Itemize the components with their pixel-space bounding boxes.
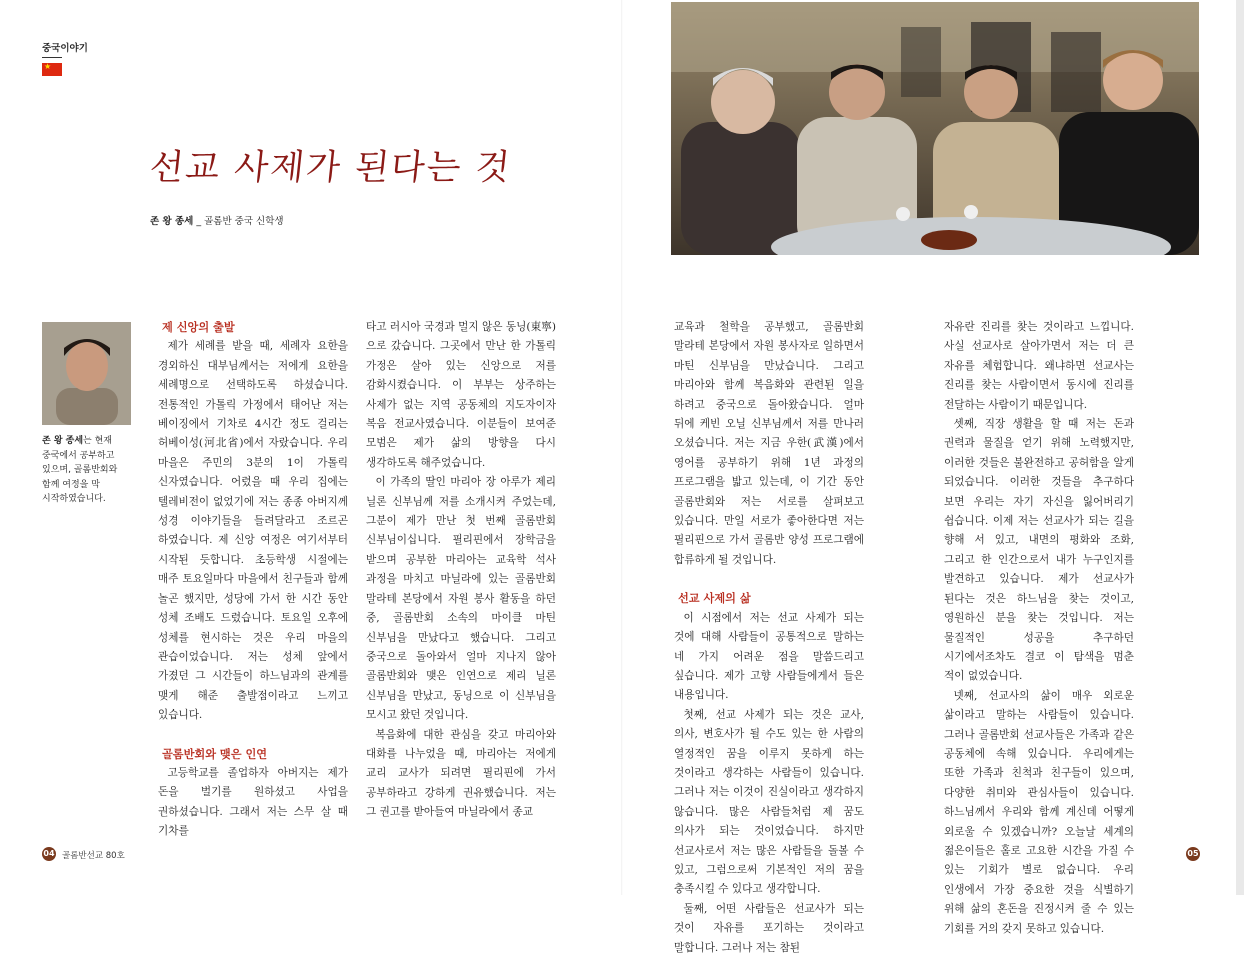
column-3: [674, 318, 864, 958]
body-paragraph: 넷째, 선교사의 삶이 매우 외로운 삶이라고 말하는 사람들이 있습니다. 그러나 골롬반회 선교사들은 가족과 같은 공동체에 속해 있습니다. 우리에게는 또한 가족과 친척과 친구들이 있으며, 다양한 취미와 관심사들이 있습니다. 하느님께서 우리와 함께 계신데 어떻게 외로울 수 있겠습니까? 오늘날 세계의 젊은이들은 홀로 고요한 시간을 가질 수 있는 기회가 별로 없습니다. 우리 인생에서 가장 중요한 것을 식별하기 위해 삶의 혼돈을 진정시켜 줄 수 있는 기회를 거의 갖지 못하고 있습니다.: [944, 689, 1134, 935]
author-caption: [42, 434, 134, 507]
body-paragraph: 셋째, 직장 생활을 할 때 저는 돈과 권력과 물질을 얻기 위해 노력했지만, 이러한 것들은 불완전하고 공허함을 알게 되었습니다. 이러한 것들을 추구하다 보면 우리는 자기 자신을 잃어버리기 쉽습니다. 이제 저는 선교사가 되는 길을 향해 서 있고, 내면의 평화와 조화, 그리고 한 인간으로서 내가 누구인지를 발견하고 있습니다. 제가 선교사가 된다는 것은 하느님을 찾는 것이고, 영원하신 분을 찾는 것입니다. 저는 물질적인 성공을 추구하던 시기에서조차도 결코 이 탐색을 멈춘 적이 없었습니다.: [944, 418, 1134, 683]
body-paragraph: 고등학교를 졸업하자 아버지는 제가 돈을 벌기를 원하셨고 사업을 권하셨습니다. 그래서 저는 스무 살 때 기차를: [158, 766, 348, 838]
article-title: 선교 사제가 된다는 것: [147, 148, 514, 188]
right-page-number: 05: [1186, 847, 1200, 861]
section-rule: [42, 57, 62, 58]
byline-role: _ 골롬반 중국 신학생: [196, 216, 284, 227]
section-tag: 중국이야기: [42, 43, 88, 54]
left-page-number: 04: [42, 847, 56, 861]
section-heading: 골롬반회와 맺은 인연: [162, 747, 268, 761]
body-paragraph: 복음화에 대한 관심을 갖고 마리아와 대화를 나누었을 때, 마리아는 저에게 교리 교사가 되려면 필리핀에 가서 공부하라고 강하게 권유했습니다. 저는 그 권고를 받아들여 마닐라에서 종교: [366, 728, 556, 819]
page-gutter: [621, 0, 623, 895]
byline: [150, 213, 284, 227]
footer-magazine-name: 골롬반선교 80호: [62, 851, 125, 861]
caption-text: 는 현재 중국에서 공부하고 있으며, 골롬반회와 함께 여정을 막 시작하였습니다.: [42, 436, 118, 504]
body-paragraph: 제가 세례를 받을 때, 세례자 요한을 경외하신 대부님께서는 저에게 요한을 세례명으로 선택하도록 하셨습니다. 전통적인 가톨릭 가정에서 태어난 저는 베이징에서 기차로 4시간 정도 걸리는 허베이성(河北省)에서 자랐습니다. 우리 마을은 주민의 3분의 1이 가톨릭 신자였습니다. 어렸을 때 우리 집에는 텔레비전이 없었기에 저는 종종 아버지께 성경 이야기들을 들려달라고 조르곤 하였습니다. 제 신앙 여정은 여기서부터 시작된 듯합니다. 초등학생 시절에는 매주 토요일마다 마을에서 친구들과 함께 놀곤 했지만, 성당에 가서 한 시간 동안 성체 조배도 드렸습니다. 토요일 오후에 성체를 현시하는 것은 우리 마을의 관습이었습니다. 저는 성체 앞에서 가졌던 그 시간들이 하느님과의 관계를 맺게 해준 출발점이라고 느끼고 있습니다.: [158, 340, 348, 722]
caption-name: 존 왕 종세: [42, 436, 84, 446]
column-1: [158, 318, 348, 842]
author-portrait: [42, 322, 131, 425]
body-paragraph: 교육과 철학을 공부했고, 골롬반회 말라테 본당에서 자원 봉사자로 일하면서 마틴 신부님을 만났습니다. 그리고 마리아와 함께 복음화와 관련된 일을 하려고 중국으로 돌아왔습니다. 얼마 뒤에 케빈 오닐 신부님께서 저를 만나러 오셨습니다. 저는 지금 우한(武漢)에서 영어를 공부하기 위해 1년 과정의 프로그램을 밟고 있는데, 이 기간 동안 골롬반회와 저는 서로를 살펴보고 있습니다. 만일 서로가 좋아한다면 저는 필리핀으로 가서 골롬반 양성 프로그램에 합류하게 될 것입니다.: [674, 321, 864, 566]
group-photo: [671, 2, 1199, 255]
body-paragraph: 타고 러시아 국경과 멀지 않은 동닝(東寧)으로 갔습니다. 그곳에서 만난 한 가톨릭 가정은 살아 있는 신앙으로 저를 감화시켰습니다. 이 부부는 상주하는 사제가 없는 지역 공동체의 지도자이자 복음 전교사였습니다. 이분들이 보여준 모범은 제가 삶의 방향을 다시 생각하도록 해주었습니다.: [366, 321, 556, 469]
body-paragraph: 둘째, 어떤 사람들은 선교사가 되는 것이 자유를 포기하는 것이라고 말합니다. 그러나 저는 참된: [674, 902, 864, 954]
byline-name: 존 왕 종세: [150, 216, 194, 227]
body-paragraph: 첫째, 선교 사제가 되는 것은 교사, 의사, 변호사가 될 수도 있는 한 사람의 열정적인 꿈을 이루지 못하게 하는 것이라고 생각하는 사람들이 있습니다. 그러나 저는 이것이 진실이라고 생각하지 않습니다. 많은 사람들처럼 제 꿈도 의사가 되는 것이었습니다. 하지만 선교사로서 저는 많은 사람들을 돌볼 수 있고, 그럼으로써 기본적인 저의 꿈을 충족시킬 수 있다고 생각합니다.: [674, 708, 864, 896]
page-edge: [1236, 0, 1244, 895]
body-paragraph: 이 가족의 딸인 마리아 장 아루가 제리 닐론 신부님께 저를 소개시켜 주었는데, 그분이 제가 만난 첫 번째 골롬반회 신부님이십니다. 필리핀에서 장학금을 받으며 공부한 마리아는 교육학 석사 과정을 마치고 마닐라에 있는 골롬반회 말라테 본당에서 자원 봉사 활동을 하던 중, 골롬반회 소속의 마이클 마틴 신부님을 만났다고 했습니다. 그리고 중국으로 돌아와서 얼마 지나지 않아 골롬반회와 맺은 인연으로 제리 닐론 신부님을 만났고, 동닝으로 이 신부님을 모시고 왔던 것입니다.: [366, 476, 556, 722]
column-2: [366, 318, 556, 823]
body-paragraph: 이 시점에서 저는 선교 사제가 되는 것에 대해 사람들이 공통적으로 말하는 네 가지 어려운 점을 말씀드리고 싶습니다. 제가 고향 사람들에게서 들은 내용입니다.: [674, 611, 864, 702]
body-paragraph: 자유란 진리를 찾는 것이라고 느낍니다. 사실 선교사로 살아가면서 저는 더 큰 자유를 체험합니다. 왜냐하면 선교사는 진리를 찾는 사람이면서 동시에 진리를 전달하는 사람이기 때문입니다.: [944, 321, 1134, 411]
china-flag-icon: ★: [42, 63, 62, 76]
column-4: [944, 318, 1134, 939]
section-heading: 선교 사제의 삶: [678, 592, 751, 606]
section-heading: 제 신앙의 출발: [162, 321, 235, 334]
